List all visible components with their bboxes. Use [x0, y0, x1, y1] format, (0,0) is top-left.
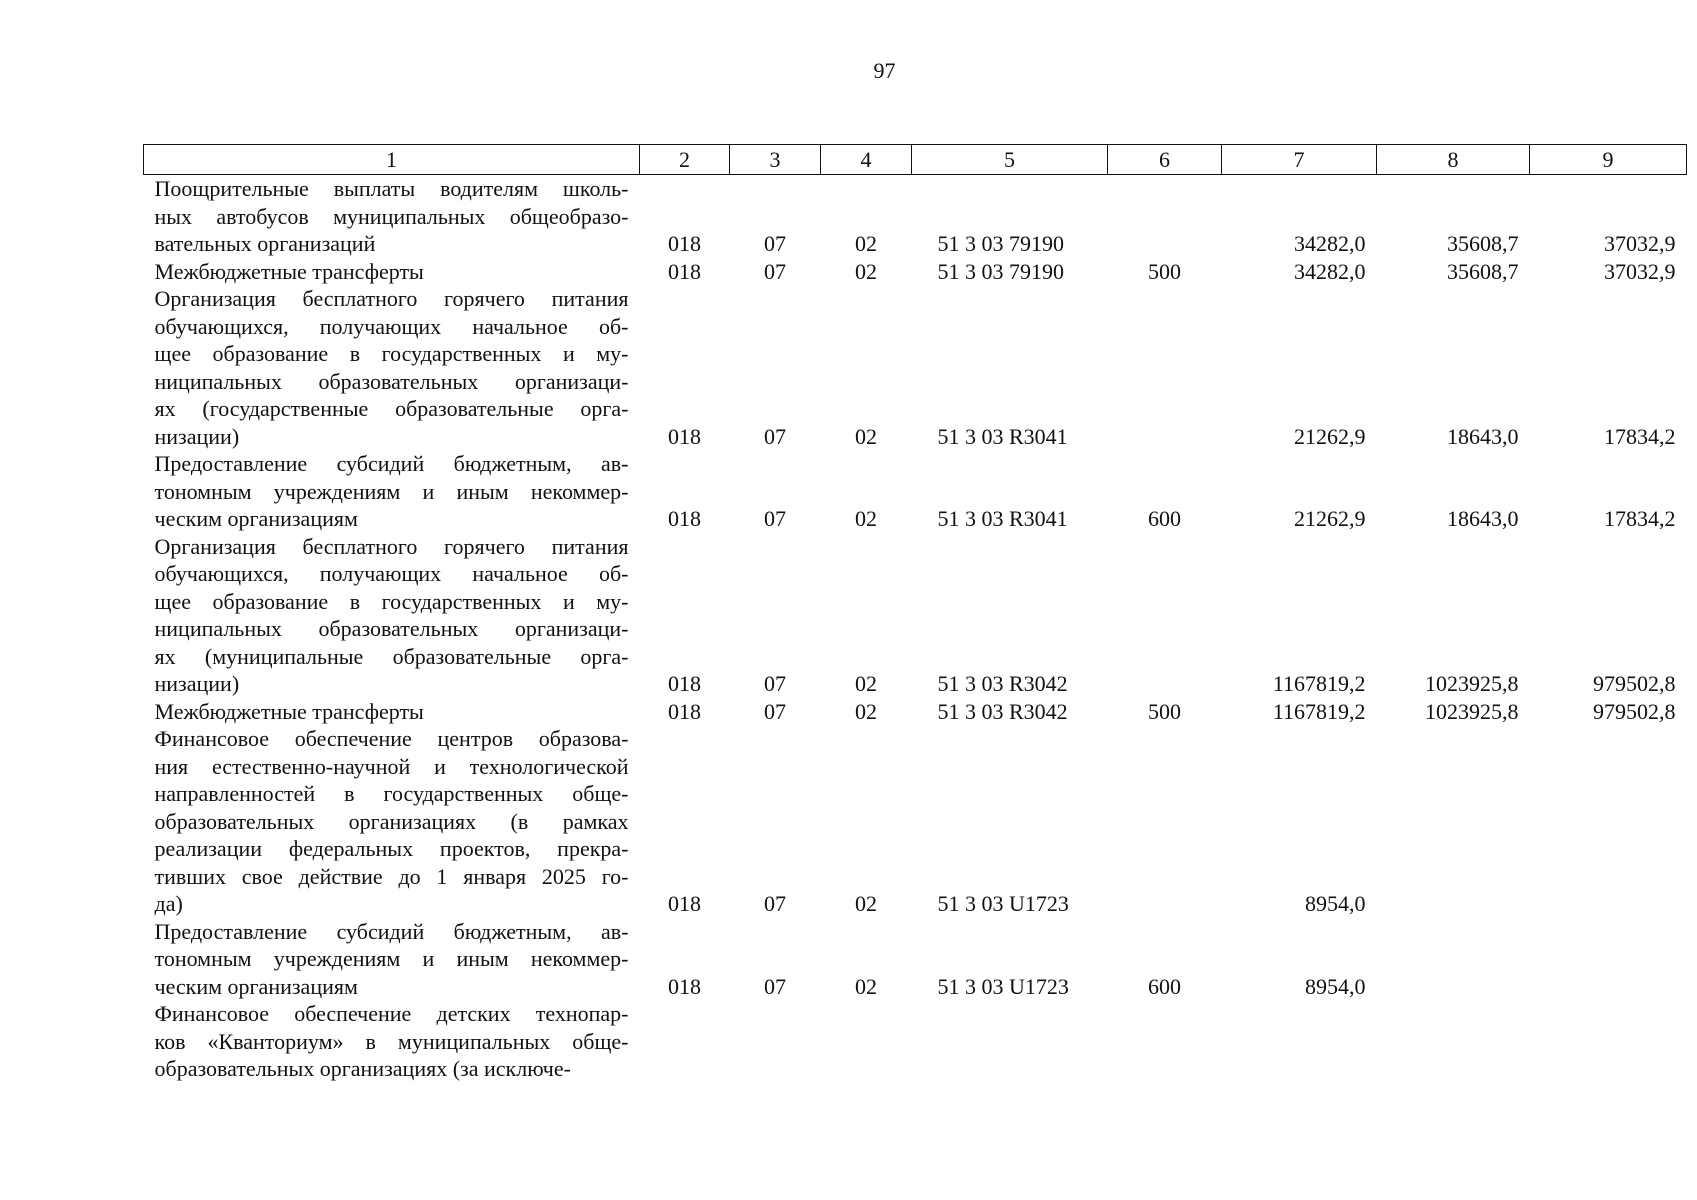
- amount-col7-cell: 21262,9: [1294, 423, 1366, 449]
- amount-col8-cell: 18643,0: [1447, 423, 1519, 449]
- amount-col7-cell: 8954,0: [1305, 891, 1366, 916]
- item-name-line: ниципальных образовательных организаци-: [154, 368, 629, 394]
- table-body: [144, 175, 1687, 1083]
- column-header: 9: [1530, 145, 1687, 175]
- item-name-cell: [144, 285, 640, 450]
- amount-col7-cell: 21262,9: [1294, 506, 1366, 531]
- subsection-code-cell: 02: [855, 506, 877, 531]
- target-article-cell: 51 3 03 R3041: [937, 506, 1068, 531]
- item-name-line: Предоставление субсидий бюджетным, ав-: [154, 451, 629, 476]
- grbs-code-cell: 018: [668, 671, 701, 696]
- column-header: 1: [144, 145, 640, 175]
- item-name-line: щее образование в государственных и му-: [154, 341, 629, 366]
- subsection-code-cell: 02: [855, 231, 877, 256]
- subsection-code-cell: 02: [855, 698, 877, 724]
- item-name-line: ях (муниципальные образовательные орга-: [154, 643, 629, 669]
- table-row: [144, 533, 1687, 698]
- amount-col9-cell: 979502,8: [1593, 698, 1676, 724]
- subsection-code-cell: 02: [855, 973, 877, 999]
- item-name-line: образовательных организациях (за исключе-: [154, 1056, 571, 1081]
- item-name-line: ниципальных образовательных организаци-: [154, 616, 629, 641]
- section-code-cell: 07: [764, 506, 786, 531]
- item-name-line: низации): [154, 671, 240, 696]
- subsection-code-cell: 02: [855, 671, 877, 696]
- column-header: 5: [912, 145, 1108, 175]
- table-header-row: [144, 145, 1687, 175]
- table-row: [144, 258, 1687, 286]
- section-code-cell: 07: [764, 423, 786, 449]
- item-name-line: Межбюджетные трансферты: [154, 258, 424, 284]
- grbs-code-cell: 018: [668, 231, 701, 256]
- item-name-line: щее образование в государственных и му-: [154, 588, 629, 614]
- item-name-line: ния естественно-научной и технологической: [154, 753, 629, 779]
- amount-col9-cell: 17834,2: [1604, 506, 1676, 531]
- expense-type-cell: [1108, 175, 1222, 258]
- table-row: [144, 725, 1687, 918]
- table-row: [144, 698, 1687, 726]
- item-name-line: ческим организациям: [154, 506, 358, 531]
- column-header: 3: [730, 145, 821, 175]
- amount-col7-cell: 1167819,2: [1272, 671, 1366, 696]
- item-name-line: Организация бесплатного горячего питания: [154, 286, 629, 311]
- column-header: 8: [1377, 145, 1530, 175]
- target-article-cell: 51 3 03 R3042: [937, 698, 1068, 724]
- amount-col9-cell: 17834,2: [1604, 423, 1676, 449]
- section-code-cell: 07: [764, 891, 786, 916]
- amount-col7-cell: 1167819,2: [1272, 698, 1366, 724]
- page-number: 97: [873, 58, 896, 83]
- item-name-line: тономным учреждениям и иным некоммер-: [154, 946, 629, 971]
- item-name-line: образовательных организациях (в рамках: [154, 808, 629, 834]
- item-name-line: Финансовое обеспечение центров образова-: [154, 726, 629, 751]
- table-row: [144, 450, 1687, 533]
- expense-type-cell: 500: [1148, 258, 1181, 284]
- target-article-cell: 51 3 03 79190: [937, 258, 1064, 284]
- subsection-code-cell: [821, 1000, 912, 1083]
- amount-col8-cell: 18643,0: [1447, 506, 1519, 531]
- item-name-line: ных автобусов муниципальных общеобразо-: [154, 203, 629, 229]
- table-row: [144, 1000, 1687, 1083]
- item-name-line: тивших свое действие до 1 января 2025 го-: [154, 863, 629, 889]
- budget-table: [143, 144, 1687, 1083]
- expense-type-cell: [1108, 533, 1222, 698]
- section-code-cell: 07: [764, 231, 786, 256]
- subsection-code-cell: 02: [855, 891, 877, 916]
- amount-col9-cell: 37032,9: [1604, 231, 1676, 256]
- column-header: 2: [640, 145, 730, 175]
- item-name-line: ях (государственные образовательные орга-: [154, 396, 629, 421]
- item-name-line: обучающихся, получающих начальное об-: [154, 561, 629, 586]
- amount-col9-cell: [1530, 725, 1687, 918]
- amount-col8-cell: [1377, 725, 1530, 918]
- target-article-cell: 51 3 03 U1723: [937, 973, 1069, 999]
- table-row: [144, 918, 1687, 1001]
- section-code-cell: [730, 1000, 821, 1083]
- target-article-cell: 51 3 03 R3042: [937, 671, 1068, 696]
- item-name-line: Поощрительные выплаты водителям школь-: [154, 176, 629, 201]
- item-name-line: тономным учреждениям и иным некоммер-: [154, 478, 629, 504]
- amount-col9-cell: 37032,9: [1604, 258, 1676, 284]
- amount-col9-cell: [1530, 1000, 1687, 1083]
- item-name-cell: [144, 533, 640, 698]
- target-article-cell: 51 3 03 R3041: [937, 423, 1068, 449]
- amount-col8-cell: 35608,7: [1447, 258, 1519, 284]
- amount-col8-cell: 1023925,8: [1425, 698, 1519, 724]
- section-code-cell: 07: [764, 698, 786, 724]
- expense-type-cell: 500: [1148, 698, 1181, 724]
- amount-col7-cell: [1222, 1000, 1377, 1083]
- item-name-line: Финансовое обеспечение детских технопар-: [154, 1001, 629, 1026]
- grbs-code-cell: 018: [668, 891, 701, 916]
- amount-col8-cell: [1377, 918, 1530, 1001]
- expense-type-cell: 600: [1148, 506, 1181, 531]
- item-name-cell: [144, 1000, 640, 1083]
- item-name-line: ков «Кванториум» в муниципальных обще-: [154, 1028, 629, 1054]
- amount-col9-cell: 979502,8: [1593, 671, 1676, 696]
- item-name-cell: [144, 175, 640, 258]
- amount-col8-cell: 1023925,8: [1425, 671, 1519, 696]
- section-code-cell: 07: [764, 671, 786, 696]
- column-header: 4: [821, 145, 912, 175]
- item-name-line: низации): [154, 423, 240, 449]
- column-header: 7: [1222, 145, 1377, 175]
- expense-type-cell: [1108, 285, 1222, 450]
- amount-col7-cell: 34282,0: [1294, 258, 1366, 284]
- target-article-cell: [912, 1000, 1108, 1083]
- item-name-line: да): [154, 891, 183, 916]
- item-name-line: Организация бесплатного горячего питания: [154, 533, 629, 559]
- column-header: 6: [1108, 145, 1222, 175]
- grbs-code-cell: 018: [668, 506, 701, 531]
- amount-col9-cell: [1530, 918, 1687, 1001]
- amount-col8-cell: [1377, 1000, 1530, 1083]
- amount-col7-cell: 8954,0: [1305, 973, 1366, 999]
- item-name-cell: [144, 450, 640, 533]
- target-article-cell: 51 3 03 79190: [937, 231, 1064, 256]
- table-row: [144, 175, 1687, 258]
- item-name-cell: [144, 698, 640, 726]
- item-name-line: ческим организациям: [154, 973, 358, 999]
- subsection-code-cell: 02: [855, 258, 877, 284]
- item-name-cell: [144, 258, 640, 286]
- expense-type-cell: 600: [1148, 973, 1181, 999]
- amount-col8-cell: 35608,7: [1447, 231, 1519, 256]
- item-name-line: Предоставление субсидий бюджетным, ав-: [154, 918, 629, 944]
- item-name-line: вательных организаций: [154, 231, 376, 256]
- table-row: [144, 285, 1687, 450]
- amount-col7-cell: 34282,0: [1294, 231, 1366, 256]
- subsection-code-cell: 02: [855, 423, 877, 449]
- item-name-line: Межбюджетные трансферты: [154, 698, 424, 724]
- item-name-line: обучающихся, получающих начальное об-: [154, 313, 629, 339]
- item-name-cell: [144, 725, 640, 918]
- target-article-cell: 51 3 03 U1723: [937, 891, 1069, 916]
- grbs-code-cell: 018: [668, 423, 701, 449]
- grbs-code-cell: 018: [668, 698, 701, 724]
- section-code-cell: 07: [764, 973, 786, 999]
- grbs-code-cell: [640, 1000, 730, 1083]
- item-name-line: направленностей в государственных обще-: [154, 781, 629, 806]
- expense-type-cell: [1108, 725, 1222, 918]
- section-code-cell: 07: [764, 258, 786, 284]
- item-name-line: реализации федеральных проектов, прекра-: [154, 836, 629, 861]
- grbs-code-cell: 018: [668, 258, 701, 284]
- grbs-code-cell: 018: [668, 973, 701, 999]
- item-name-cell: [144, 918, 640, 1001]
- expense-type-cell: [1108, 1000, 1222, 1083]
